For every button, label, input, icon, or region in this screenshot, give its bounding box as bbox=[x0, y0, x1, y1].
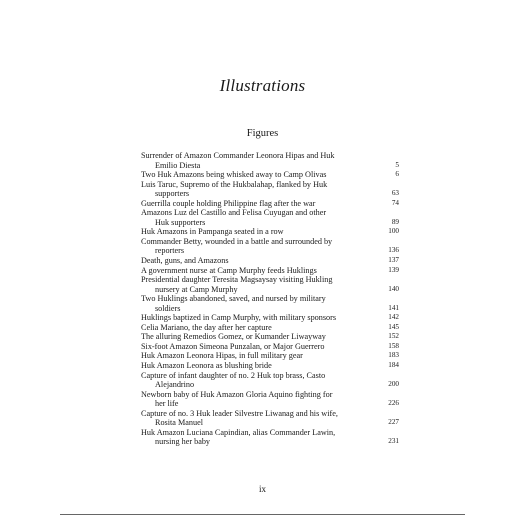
figure-page-number: 141 bbox=[388, 303, 399, 312]
figure-caption: Surrender of Amazon Commander Leonora Hipas and Huk bbox=[141, 151, 335, 160]
figure-page-number: 136 bbox=[388, 246, 399, 255]
figure-page-number: 145 bbox=[388, 322, 399, 331]
page-edge-rule bbox=[60, 514, 465, 515]
figure-caption: Death, guns, and Amazons bbox=[141, 256, 229, 266]
figures-list bbox=[141, 151, 399, 447]
figure-entry bbox=[141, 361, 399, 371]
figure-caption: Guerrilla couple holding Philippine flag after the war bbox=[141, 198, 316, 208]
figure-page-number: 139 bbox=[388, 265, 399, 274]
figure-page-number: 158 bbox=[388, 341, 399, 350]
figure-entry bbox=[141, 227, 399, 237]
figure-caption-continuation: nursery at Camp Murphy bbox=[155, 284, 238, 294]
figure-caption-continuation: nursing her baby bbox=[155, 437, 211, 447]
figure-entry bbox=[141, 151, 399, 170]
figure-caption: Six-foot Amazon Simeona Punzalan, or Major Guerrero bbox=[141, 341, 325, 351]
figure-page-number: 231 bbox=[388, 437, 399, 446]
figure-caption-continuation: soldiers bbox=[155, 303, 181, 313]
figure-page-number: 74 bbox=[391, 198, 399, 207]
figure-caption: Huklings baptized in Camp Murphy, with military sponsors bbox=[141, 313, 337, 323]
figure-entry bbox=[141, 313, 399, 323]
figure-page-number: 63 bbox=[391, 189, 399, 198]
figure-entry bbox=[141, 371, 399, 390]
figure-entry bbox=[141, 170, 399, 180]
figure-caption-continuation: reporters bbox=[155, 246, 185, 256]
figure-entry bbox=[141, 199, 399, 209]
figure-caption: Celia Mariano, the day after her capture bbox=[141, 322, 272, 332]
figure-page-number: 137 bbox=[388, 256, 399, 265]
figure-page-number: 100 bbox=[388, 227, 399, 236]
figure-page-number: 226 bbox=[388, 399, 399, 408]
figure-caption: Capture of no. 3 Huk leader Silvestre Liwanag and his wife, bbox=[141, 408, 338, 418]
figure-page-number: 200 bbox=[388, 380, 399, 389]
figure-entry bbox=[141, 294, 399, 313]
page-number: ix bbox=[258, 484, 266, 494]
figure-entry bbox=[141, 256, 399, 266]
figure-entry bbox=[141, 323, 399, 333]
section-title: Figures bbox=[246, 128, 279, 139]
page-heading: Illustrations bbox=[219, 76, 306, 95]
figure-page-number: 184 bbox=[388, 361, 399, 370]
figure-entry bbox=[141, 180, 399, 199]
figure-caption-continuation: Alejandrino bbox=[155, 380, 195, 390]
figure-page-number: 5 bbox=[395, 160, 399, 169]
figure-page-number: 183 bbox=[388, 351, 399, 360]
figure-caption-continuation: Rosita Manuel bbox=[155, 418, 203, 428]
figure-entry bbox=[141, 208, 399, 227]
figure-caption-continuation: Emilio Diesta bbox=[155, 160, 201, 170]
figure-caption: Commander Betty, wounded in a battle and surrounded by bbox=[141, 236, 333, 246]
figure-caption-continuation: Huk supporters bbox=[155, 217, 206, 227]
figure-entry bbox=[141, 351, 399, 361]
figure-caption: The alluring Remedios Gomez, or Kumander Liwayway bbox=[141, 332, 326, 342]
figure-caption: Two Huklings abandoned, saved, and nursed by military bbox=[141, 294, 326, 304]
figure-page-number: 142 bbox=[388, 313, 399, 322]
figure-page-number: 89 bbox=[391, 217, 399, 226]
figure-entry bbox=[141, 332, 399, 342]
figure-page-number: 6 bbox=[395, 170, 399, 179]
figure-caption: Presidential daughter Teresita Magsaysay visiting Hukling bbox=[141, 275, 333, 285]
figure-caption: A government nurse at Camp Murphy feeds Huklings bbox=[141, 265, 317, 275]
figure-entry bbox=[141, 275, 399, 294]
figure-caption: Amazons Luz del Castillo and Felisa Cuyugan and other bbox=[141, 208, 327, 218]
figure-page-number: 140 bbox=[388, 284, 399, 293]
figure-entry bbox=[141, 428, 399, 447]
figure-caption: Huk Amazon Luciana Capindian, alias Commander Lawin, bbox=[141, 427, 336, 437]
figure-caption: Newborn baby of Huk Amazon Gloria Aquino fighting for bbox=[141, 389, 333, 399]
figure-caption: Two Huk Amazons being whisked away to Camp Olivas bbox=[141, 170, 327, 180]
figure-caption: Huk Amazon Leonora Hipas, in full military gear bbox=[141, 351, 303, 361]
figure-caption: Huk Amazons in Pampanga seated in a row bbox=[141, 227, 284, 237]
figure-entry bbox=[141, 409, 399, 428]
figure-entry bbox=[141, 342, 399, 352]
figure-entry bbox=[141, 390, 399, 409]
figure-caption-continuation: her life bbox=[155, 399, 179, 409]
figure-page-number: 227 bbox=[388, 418, 399, 427]
figure-page-number: 152 bbox=[388, 332, 399, 341]
figure-caption: Capture of infant daughter of no. 2 Huk top brass, Casto bbox=[141, 370, 326, 380]
figure-caption-continuation: supporters bbox=[155, 189, 190, 199]
figure-caption: Luis Taruc, Supremo of the Hukbalahap, flanked by Huk bbox=[141, 179, 328, 189]
figure-caption: Huk Amazon Leonora as blushing bride bbox=[141, 361, 272, 371]
figure-entry bbox=[141, 266, 399, 276]
figure-entry bbox=[141, 237, 399, 256]
